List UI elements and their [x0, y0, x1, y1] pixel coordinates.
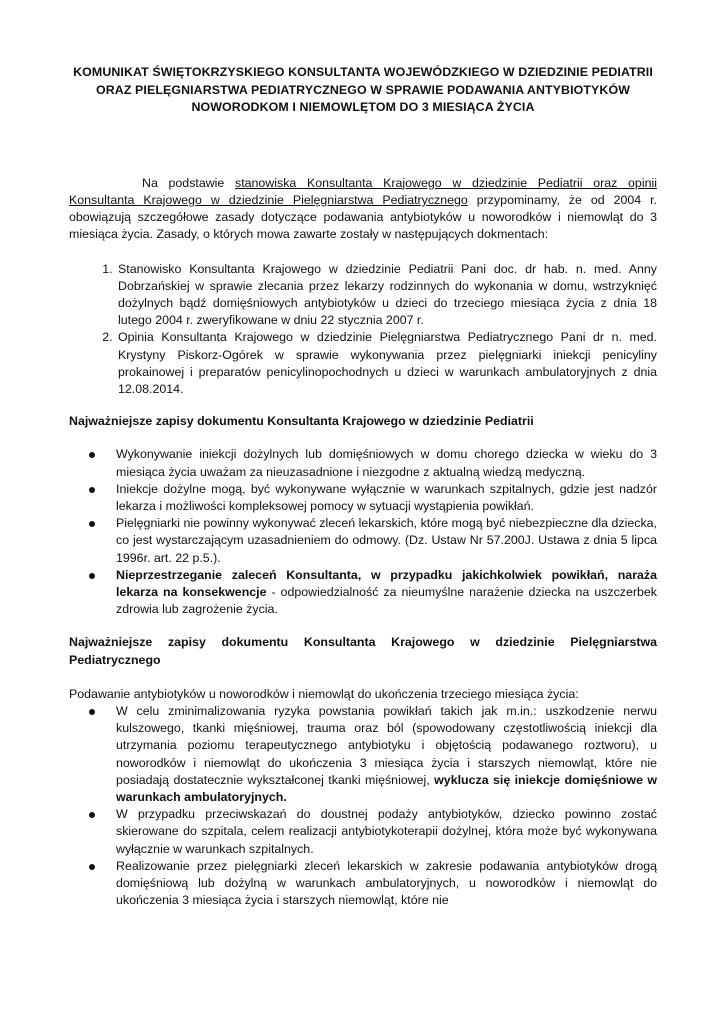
intro-paragraph	[69, 175, 657, 244]
bullet-bold-text: wyklucza się iniekcje domięśniowe w warunkach ambulatoryjnych.	[116, 772, 657, 805]
bullet-icon	[89, 864, 95, 870]
bullet-icon	[89, 812, 95, 818]
bullet-icon	[89, 452, 95, 458]
documents-list	[69, 261, 657, 399]
bullet-text: W przypadku przeciwskazań do doustnej podaży antybiotyków, dziecko powinno zostać skierowane do szpitala, celem realizacji antybiotykoterapii dożylnej, która może być wykonywana wyłącznie w warunkach szpitalnych.	[116, 807, 657, 856]
bullet-icon	[89, 521, 95, 527]
title-line-3: NOWORODKOM I NIEMOWLĘTOM DO 3 MIESIĄCA ŻYCIA	[191, 100, 535, 115]
section-pediatrics-bullets	[69, 446, 657, 618]
document-title	[69, 64, 657, 117]
list-item	[116, 446, 657, 480]
bullet-text: Wykonywanie iniekcji dożylnych lub domięśniowych w domu chorego dziecka w wieku do 3 miesiąca życia uważam za nieuzasadnione i niezgodne z aktualną wiedzą medyczną.	[116, 447, 657, 479]
bullet-icon	[89, 573, 95, 579]
list-item	[116, 481, 657, 515]
list-item	[116, 858, 657, 910]
intro-underlined-reference: stanowiska Konsultanta Krajowego w dziedzinie Pediatrii oraz opinii Konsultanta Krajowego w dziedzinie Pielęgniarstwa Pediatrycznego	[69, 175, 657, 207]
list-item	[116, 703, 657, 806]
section-nursing-bullets	[69, 703, 657, 909]
title-line-1: KOMUNIKAT ŚWIĘTOKRZYSKIEGO KONSULTANTA WOJEWÓDZKIEGO W DZIEDZINIE PEDIATRII	[73, 65, 653, 79]
bullet-bold-text: Nieprzestrzeganie zaleceń Konsultanta, w przypadku jakichkolwiek powikłań, naraża lekarza na konsekwencje	[116, 567, 657, 600]
bullet-icon	[89, 487, 95, 493]
bullet-text: W celu zminimalizowania ryzyka powstania powikłań takich jak m.in.: uszkodzenie nerwu kulszowego, tkanki mięśniowej, trauma oraz ból (spowodowany częstotliwością iniekcji dla utrzymania poziomu terapeutycznego antybiotyku i objętością podawanego roztworu), u noworodków i niemowląt do ukończenia 3 miesiąca życia i starszych niemowląt, które nie posiadają dostatecznie wykształconej tkanki mięśniowej,	[116, 704, 657, 787]
section-nursing-lead: Podawanie antybiotyków u noworodków i niemowląt do ukończenia trzeciego miesiąca życia:	[69, 686, 579, 701]
bullet-icon	[89, 709, 95, 715]
title-line-2: ORAZ PIELĘGNIARSTWA PEDIATRYCZNEGO W SPRAWIE PODAWANIA ANTYBIOTYKÓW	[96, 82, 630, 97]
section-pediatrics-heading: Najważniejsze zapisy dokumentu Konsultanta Krajowego w dziedzinie Pediatrii	[69, 414, 534, 429]
bullet-text: - odpowiedzialność za nieumyślne narażenie dziecka na uszczerbek zdrowia lub zagrożenie życia.	[116, 585, 657, 617]
list-item	[116, 806, 657, 858]
document-item-2: 2. Opinia Konsultanta Krajowego w dziedzinie Pielęgniarstwa Pediatrycznego Pani dr n. med. Krystyny Piskorz-Ogórek w sprawie wykonywania przez pielęgniarki iniekcji penicyliny prokainowej i preparatów penicylinopochodnych u dzieci w warunkach ambulatoryjnych z dnia 12.08.2014.	[116, 329, 657, 398]
intro-text-1: Na podstawie	[142, 175, 236, 190]
bullet-text: Pielęgniarki nie powinny wykonywać zleceń lekarskich, które mogą być niebezpieczne dla dziecka, co jest wystarczającym uzasadnieniem do odmowy. (Dz. Ustaw Nr 57.200J. Ustawa z dnia 5 lipca 1996r. art. 22 p.5.).	[116, 516, 657, 565]
bullet-text: Realizowanie przez pielęgniarki zleceń lekarskich w zakresie podawania antybiotyków drogą domięśniową lub dożylną w warunkach ambulatoryjnych, u noworodków i niemowląt do ukończenia 3 miesiąca życia i starszych niemowląt, które nie	[116, 858, 657, 908]
document-item-1: 1. Stanowisko Konsultanta Krajowego w dziedzinie Pediatrii Pani doc. dr hab. n. med. Anny Dobrzańskiej w sprawie zlecania przez lekarzy rodzinnych do wykonania w domu, wstrzyknięć dożylnych bądź domięśniowych antybiotyków u dzieci do trzeciego miesiąca życia z dnia 18 lutego 2004 r. zweryfikowane w dniu 22 stycznia 2007 r.	[116, 261, 657, 330]
document-page	[69, 64, 657, 910]
list-item	[116, 567, 657, 619]
list-item	[116, 515, 657, 567]
intro-text-2: przypominamy, że od 2004 r. obowiązują szczegółowe zasady dotyczące podawania antybiotyków u noworodków i niemowląt do 3 miesiąca życia. Zasady, o których mowa zawarte zostały w następujących dokmentach:	[69, 192, 657, 242]
section-nursing-heading: Najważniejsze zapisy dokumentu Konsultanta Krajowego w dziedzinie Pielęgniarstwa Pediatrycznego	[69, 635, 657, 667]
bullet-text: Iniekcje dożylne mogą, być wykonywane wyłącznie w warunkach szpitalnych, gdzie jest nadzór lekarza i możliwości kompleksowej pomocy w sytuacji wystąpienia powikłań.	[116, 481, 657, 514]
